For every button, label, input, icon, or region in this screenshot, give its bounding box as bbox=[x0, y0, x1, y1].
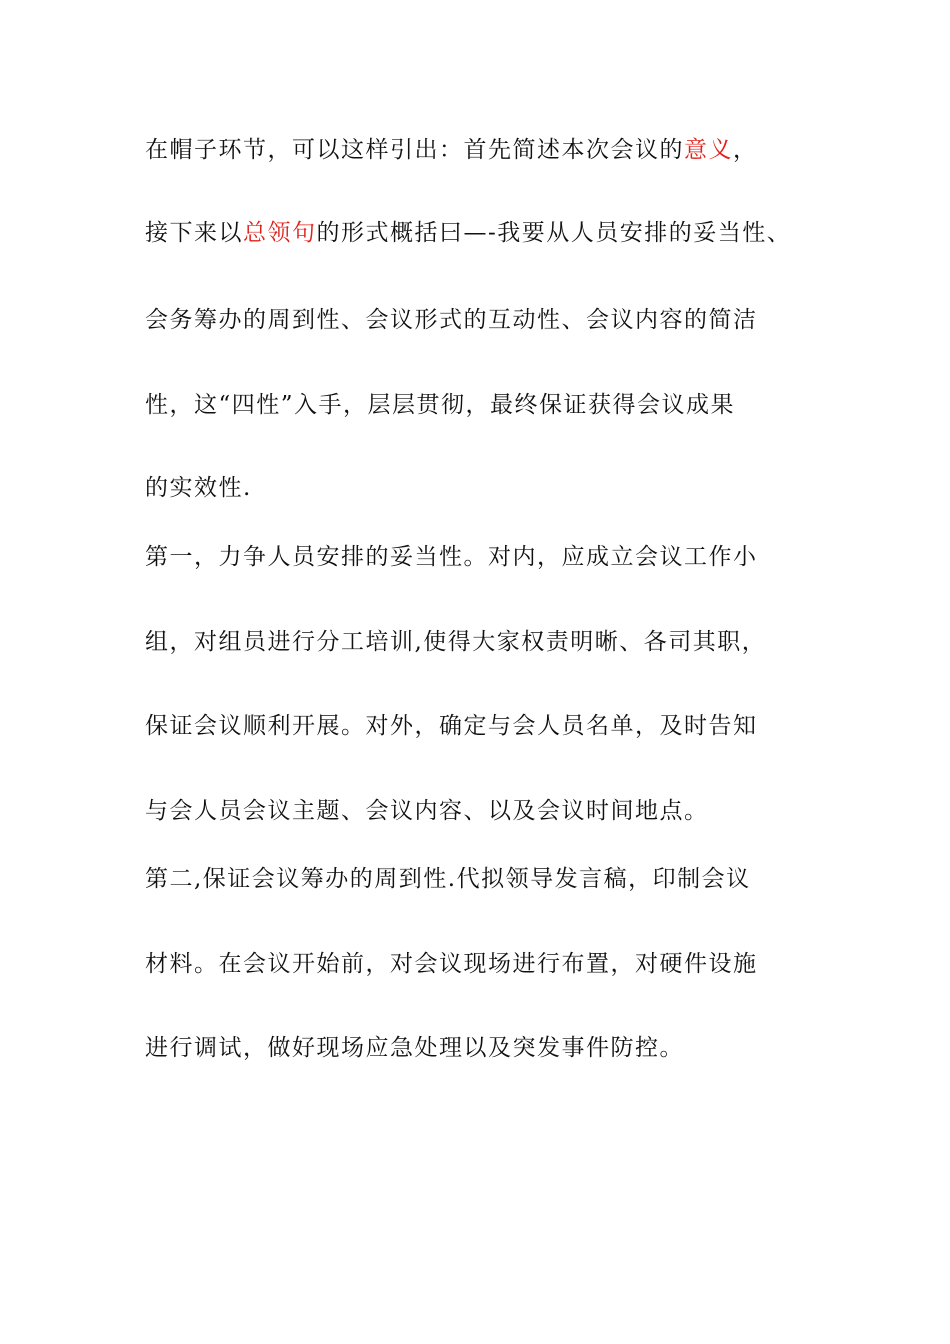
section1-line-4: 与会人员会议主题、会议内容、以及会议时间地点。 bbox=[145, 798, 709, 824]
intro-line-1-end: ， bbox=[733, 137, 758, 163]
intro-line-1-text: 在帽子环节，可以这样引出：首先简述本次会议的 bbox=[145, 137, 684, 163]
section1-line-3: 保证会议顺利开展。对外，确定与会人员名单，及时告知 bbox=[145, 713, 758, 739]
section2-line-3: 进行调试，做好现场应急处理以及突发事件防控。 bbox=[145, 1035, 684, 1061]
intro-line-5: 的实效性. bbox=[145, 475, 252, 501]
highlight-zonglingju: 总领句 bbox=[243, 220, 317, 246]
highlight-yiyi: 意义 bbox=[684, 137, 733, 163]
section1-line-2: 组，对组员进行分工培训,使得大家权责明晰、各司其职， bbox=[145, 629, 767, 655]
intro-line-4: 性，这“四性”入手，层层贯彻，最终保证获得会议成果 bbox=[145, 392, 736, 418]
intro-line-1 bbox=[145, 135, 758, 165]
section2-line-2: 材料。在会议开始前，对会议现场进行布置，对硬件设施 bbox=[145, 951, 758, 977]
intro-line-2-rest: 的形式概括曰—-我要从人员安排的妥当性、 bbox=[316, 220, 792, 246]
section2-line-1: 第二,保证会议筹办的周到性.代拟领导发言稿，印制会议 bbox=[145, 866, 751, 892]
intro-line-2 bbox=[145, 218, 791, 248]
intro-line-3: 会务筹办的周到性、会议形式的互动性、会议内容的简洁 bbox=[145, 307, 758, 333]
section1-line-1: 第一，力争人员安排的妥当性。对内，应成立会议工作小 bbox=[145, 544, 758, 570]
intro-line-2-text: 接下来以 bbox=[145, 220, 243, 246]
